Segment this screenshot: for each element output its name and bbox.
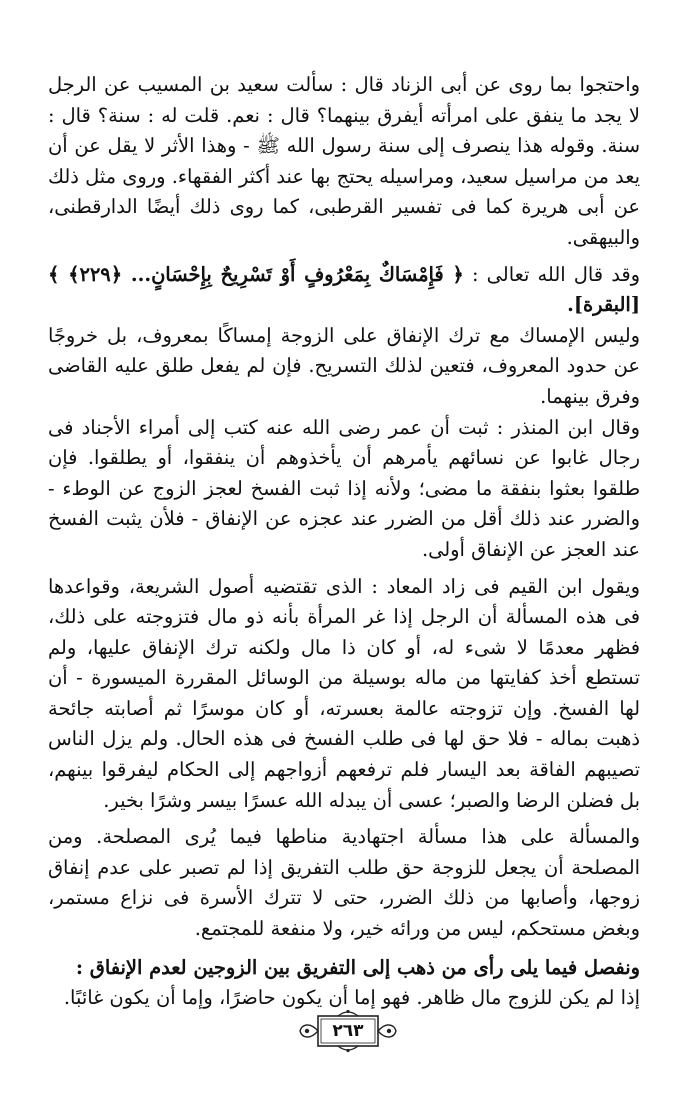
verse-source: [البقرة]. (567, 293, 640, 317)
section-heading: ونفصل فيما يلى رأى من ذهب إلى التفريق بين الزوجين لعدم الإنفاق : (75, 955, 640, 979)
paragraph-maslaha: والمسألة على هذا مسألة اجتهادية مناطها فيما يُرى المصلحة. ومن المصلحة أن يجعل للزوجة حق طلب التفريق إذا لم تصبر على عدم إنفاق زوجها، وأصابها من ذلك الضرر، حتى لا تترك الأسرة فى نزاع مستمر، وبغض مستحكم، ليس من ورائه خير، ولا منفعة للمجتمع. (48, 825, 640, 941)
verse-line (48, 260, 640, 321)
verse-intro: وقد قال الله تعالى : (471, 262, 641, 286)
quran-verse: ﴿ فَإِمْسَاكٌ بِمَعْرُوفٍ أَوْ تَسْرِيحٌ بِإِحْسَانٍ... ﴿٢٢٩﴾ ﴾ (48, 262, 464, 286)
paragraph-imsak: وليس الإمساك مع ترك الإنفاق على الزوجة إمساكًا بمعروف، بل خروجًا عن حدود المعروف، فتعين لذلك التسريح. فإن لم يفعل طلق عليه القاضى وفرق بينهما. (48, 323, 640, 408)
paragraph-ibn-al-qayyim: ويقول ابن القيم فى زاد المعاد : الذى تقتضيه أصول الشريعة، وقواعدها فى هذه المسألة أن الرجل إذا غر المرأة بأنه ذو مال فتزوجته على ذلك، فظهر معدمًا لا شىء له، أو كان ذا مال ولكنه ترك الإنفاق عليها، ولم تستطع أخذ كفايتها من ماله بوسيلة من الوسائل المقررة الميسورة - أن لها الفسخ. وإن تزوجته عالمة بعسرته، أو كان موسرًا ثم أصابته جائحة ذهبت بماله - فلا حق لها فى طلب الفسخ فى هذه الحال. ولم يزل الناس تصيبهم الفاقة بعد اليسار فلم ترفعهم أزواجهم إلى الحكام ليفرقوا بينهم، بل فضلن الرضا والصبر؛ عسى أن يبدله الله عسرًا بيسر وشرًا بخير. (48, 574, 640, 812)
page-number: ٢٦٣ (332, 1021, 364, 1041)
page-number-ornament (296, 1008, 400, 1054)
page-body (48, 70, 640, 1014)
paragraph-ibn-al-mundhir: وقال ابن المنذر : ثبت أن عمر رضى الله عنه كتب إلى أمراء الأجناد فى رجال غابوا عن نسائهم يأمرهم أن يأخذوهم أن ينفقوا، أو يطلقوا. فإن طلقوا بعثوا بنفقة ما مضى؛ ولأنه إذا ثبت الفسخ لعجز الزوج عن الوطء - والضرر عند ذلك أقل من الضرر عند عجزه عن الإنفاق - فلأن يثبت الفسخ عند العجز عن الإنفاق أولى. (48, 415, 640, 561)
paragraph-absent-husband: إذا لم يكن للزوج مال ظاهر. فهو إما أن يكون حاضرًا، وإما أن يكون غائبًا. (63, 986, 640, 1010)
paragraph-abu-zinad: واحتجوا بما روى عن أبى الزناد قال : سألت سعيد بن المسيب عن الرجل لا يجد ما ينفق على امرأته أيفرق بينهما؟ قال : نعم. قلت له : سنة؟ قال : سنة. وقوله هذا ينصرف إلى سنة رسول الله ﷺ - وهذا الأثر لا يقل عن أن يعد من مراسيل سعيد، ومراسيله يحتج بها عند أكثر الفقهاء. وروى مثل ذلك عن أبى هريرة كما فى تفسير القرطبى، كما روى ذلك أيضًا الدارقطنى، والبيهقى. (48, 73, 640, 249)
